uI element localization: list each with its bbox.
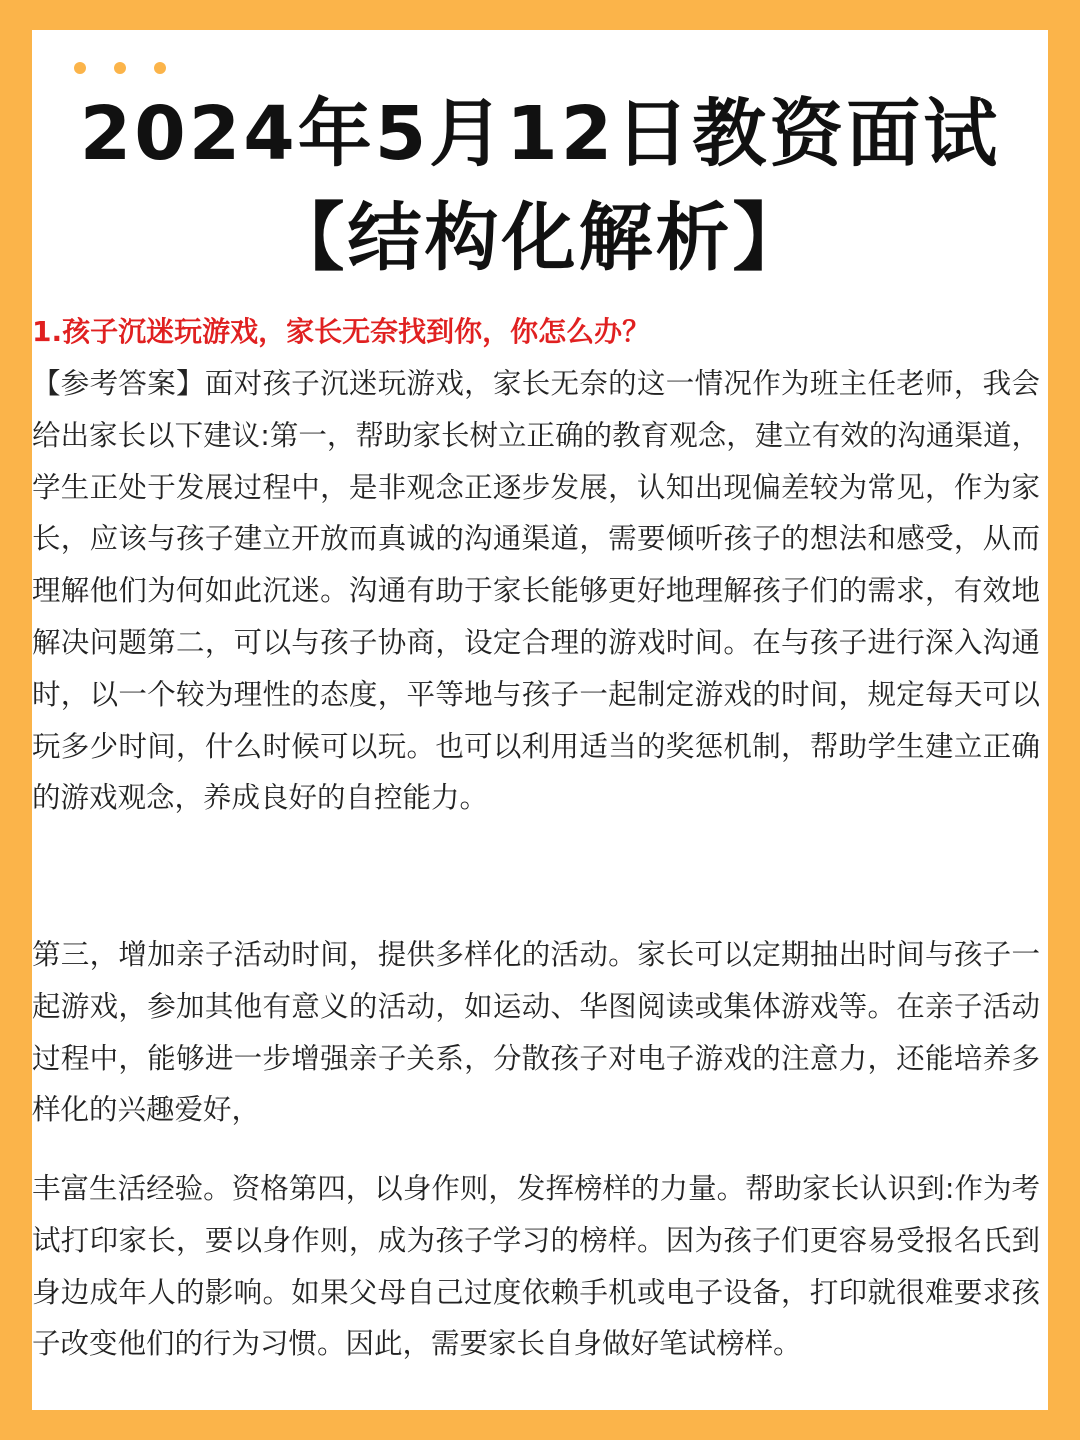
dot-icon [74,62,86,74]
dot-icon [154,62,166,74]
answer-paragraph-3: 丰富生活经验。资格第四，以身作则，发挥榜样的力量。帮助家长认识到:作为考试打印家长，要以身作则，成为孩子学习的榜样。因为孩子们更容易受报名氏到身边成年人的影响。如果父母自己过度依赖手机或电子设备，打印就很难要求孩子改变他们的行为习惯。因此，需要家长自身做好笔试榜样。 [32,1172,1040,1361]
answer-paragraph-1: 【参考答案】面对孩子沉迷玩游戏，家长无奈的这一情况作为班主任老师，我会给出家长以下建议:第一，帮助家长树立正确的教育观念，建立有效的沟通渠道，学生正处于发展过程中，是非观念正逐步发展，认知出现偏差较为常见，作为家长，应该与孩子建立开放而真诚的沟通渠道，需要倾听孩子的想法和感受，从而理解他们为何如此沉迷。沟通有助于家长能够更好地理解孩子们的需求，有效地解决问题第二，可以与孩子协商，设定合理的游戏时间。在与孩子进行深入沟通时，以一个较为理性的态度，平等地与孩子一起制定游戏的时间，规定每天可以玩多少时间，什么时候可以玩。也可以利用适当的奖惩机制，帮助学生建立正确的游戏观念，养成良好的自控能力。 [32,367,1040,815]
title-line-2: 【结构化解析】 [270,195,810,281]
title-line-1: 2024年5月12日教资面试 [79,91,1001,177]
dot-icon [114,62,126,74]
content-card [32,30,1048,1410]
answer-paragraph-2: 第三，增加亲子活动时间，提供多样化的活动。家长可以定期抽出时间与孩子一起游戏，参加其他有意义的活动，如运动、华图阅读或集体游戏等。在亲子活动过程中，能够进一步增强亲子关系，分散孩子对电子游戏的注意力，还能培养多样化的兴趣爱好， [32,938,1040,1127]
page-title [32,82,1048,290]
question-heading: 1.孩子沉迷玩游戏，家长无奈找到你，你怎么办？ [32,315,651,348]
